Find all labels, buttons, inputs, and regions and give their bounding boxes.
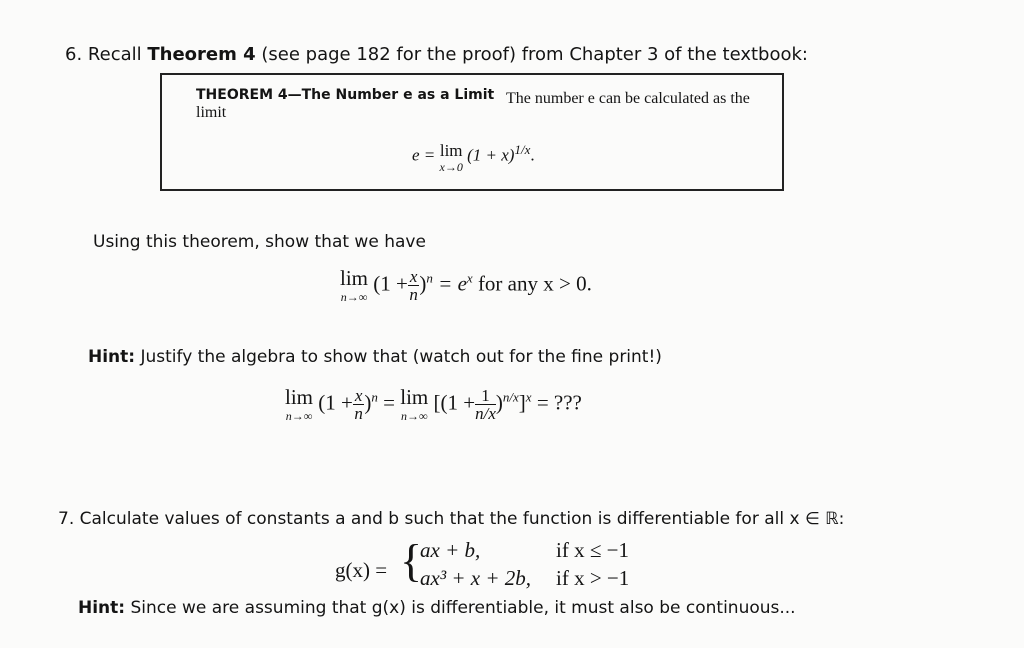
rhs-exp: x	[466, 270, 473, 286]
formula-lhs: e =	[412, 145, 436, 165]
formula-end: .	[530, 145, 535, 165]
question-number: 6.	[65, 44, 83, 65]
theorem-ref: Theorem 4	[147, 44, 256, 65]
hint-7	[78, 598, 796, 618]
outer-exponent: x	[525, 389, 532, 405]
cond-1: if x ≤ −1	[556, 538, 629, 562]
fraction-2	[475, 387, 496, 422]
lim-text: lim	[285, 385, 314, 409]
formula-rhs: (1 + x)	[467, 145, 515, 165]
intro-text-2: (see page 182 for the proof) from Chapter 3 of the textbook:	[261, 44, 808, 65]
question-text: Calculate values of constants a and b such that the function is differentiable for all x ∈ ℝ:	[79, 509, 845, 529]
case-2	[420, 566, 531, 591]
limit-2	[400, 387, 428, 422]
goal-formula	[340, 268, 592, 303]
paren-close: )	[495, 390, 503, 415]
question-6-prompt	[65, 44, 808, 65]
exponent: n	[426, 270, 433, 286]
lim-sub: n→∞	[285, 409, 313, 423]
hint-label: Hint:	[78, 598, 126, 618]
result: = ???	[536, 390, 582, 415]
paren-open: (1 +	[318, 390, 353, 415]
hint-text: Since we are assuming that g(x) is differentiable, it must also be continuous...	[130, 598, 796, 618]
paren-close: )	[364, 390, 372, 415]
limit	[285, 387, 313, 422]
lim-text: lim	[439, 141, 463, 160]
lim-sub: n→∞	[400, 409, 428, 423]
bracket-close: ]	[518, 390, 526, 415]
numerator: x	[354, 386, 363, 405]
numerator: x	[409, 267, 418, 286]
case-1	[420, 538, 480, 563]
theorem-body-2: limit	[196, 104, 227, 121]
intro-text: Recall	[87, 44, 142, 65]
hint-label: Hint:	[88, 347, 136, 367]
theorem-body: The number e can be calculated as the	[506, 90, 750, 107]
question-7-prompt	[58, 509, 844, 529]
cond-2: if x > −1	[556, 566, 630, 590]
fraction	[353, 387, 365, 422]
limit	[340, 268, 368, 303]
rhs: = e	[438, 271, 467, 296]
case-1-expr: ax + b,	[420, 538, 481, 562]
question-number: 7.	[58, 509, 75, 529]
hint-text: Justify the algebra to show that (watch out for the fine print!)	[140, 347, 662, 367]
paren-close: )	[419, 271, 427, 296]
formula-exp: 1/x	[514, 142, 531, 157]
brace-icon: {	[400, 535, 423, 586]
inner-exponent: n/x	[502, 389, 519, 405]
denominator: n	[409, 285, 418, 304]
numerator: 1	[475, 387, 496, 405]
theorem-heading: THEOREM 4—The Number e as a Limit	[196, 87, 495, 103]
condition: for any x > 0.	[477, 271, 592, 296]
bracket-open: [(1 +	[433, 390, 476, 415]
case-2-expr: ax³ + x + 2b,	[420, 566, 532, 590]
instruction: Using this theorem, show that we have	[93, 232, 426, 252]
paren-open: (1 +	[373, 271, 408, 296]
hint-6	[88, 347, 662, 367]
lim-sub: n→∞	[340, 290, 368, 304]
denominator: n/x	[475, 404, 496, 423]
denominator: n	[354, 404, 363, 423]
equals: =	[383, 390, 395, 415]
fraction	[408, 268, 420, 303]
lim-sub: x→0	[439, 160, 463, 174]
hint-formula	[285, 387, 582, 422]
exponent: n	[371, 389, 378, 405]
lim-text: lim	[400, 385, 429, 409]
limit	[440, 142, 463, 173]
piecewise-lhs: g(x) =	[335, 558, 388, 582]
lim-text: lim	[340, 266, 369, 290]
theorem-formula	[412, 142, 535, 173]
